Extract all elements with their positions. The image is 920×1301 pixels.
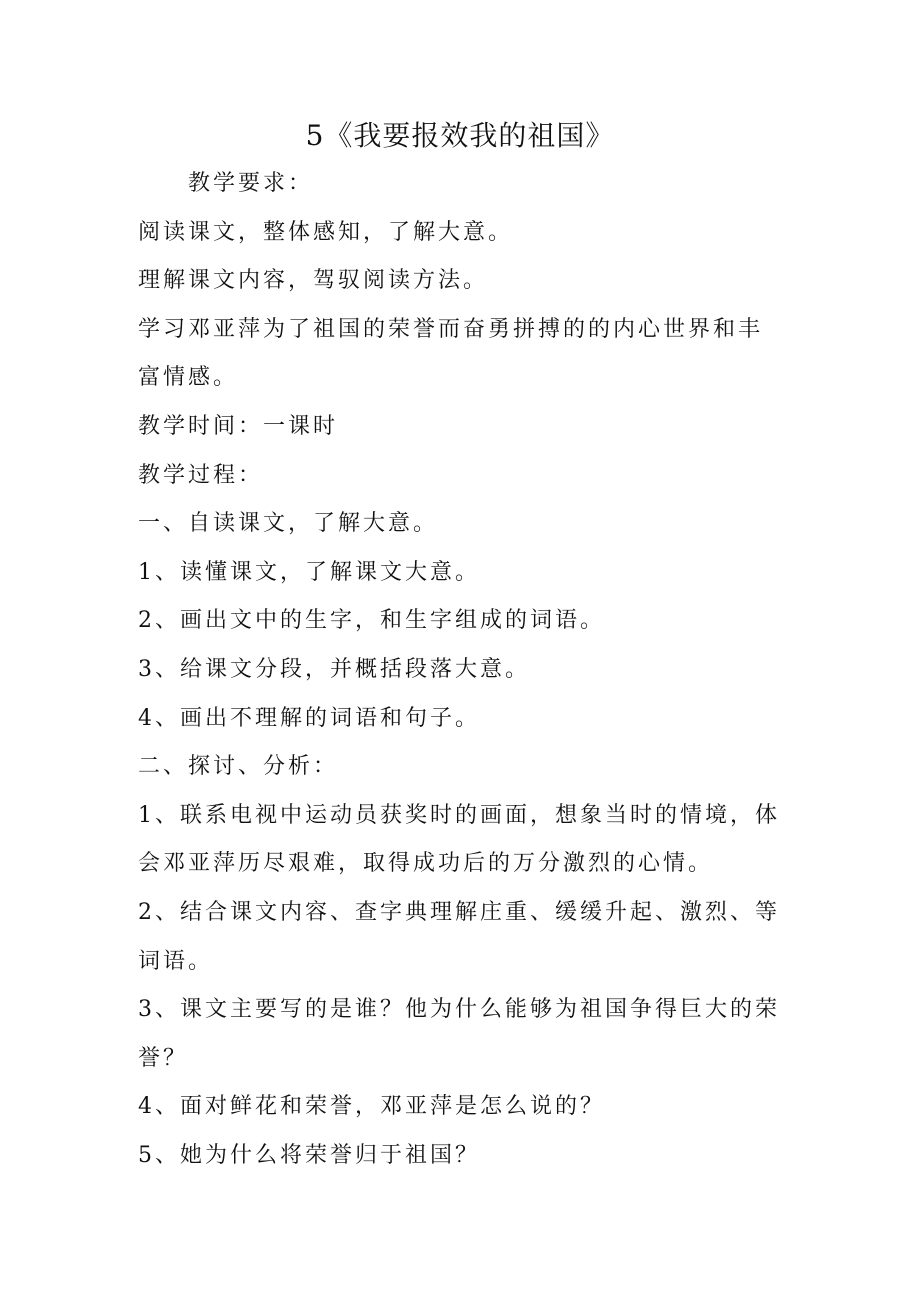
list-item: 1、联系电视中运动员获奖时的画面，想象当时的情境，体 — [138, 802, 780, 828]
list-item: 1、读懂课文，了解课文大意。 — [138, 559, 480, 585]
list-item: 4、面对鲜花和荣誉，邓亚萍是怎么说的？ — [138, 1094, 605, 1120]
list-item-continuation: 词语。 — [138, 948, 214, 974]
list-item: 5、她为什么将荣誉归于祖国？ — [138, 1142, 480, 1168]
paragraph-line: 阅读课文，整体感知，了解大意。 — [138, 219, 514, 245]
paragraph-line: 学习邓亚萍为了祖国的荣誉而奋勇拼搏的的内心世界和丰 — [138, 316, 764, 342]
paragraph-line: 理解课文内容，驾驭阅读方法。 — [138, 268, 489, 294]
list-item: 4、画出不理解的词语和句子。 — [138, 705, 480, 731]
list-item: 2、结合课文内容、查字典理解庄重、缓缓升起、激烈、等 — [138, 899, 780, 925]
list-item-continuation: 会邓亚萍历尽艰难，取得成功后的万分激烈的心情。 — [138, 851, 714, 877]
section-heading-requirements: 教学要求： — [188, 171, 314, 196]
step-heading-two: 二、探讨、分析： — [138, 754, 339, 780]
list-item: 3、给课文分段，并概括段落大意。 — [138, 656, 530, 682]
teaching-time-line: 教学时间：一课时 — [138, 413, 339, 439]
section-heading-process: 教学过程： — [138, 462, 264, 488]
paragraph-line: 富情感。 — [138, 365, 239, 391]
list-item-continuation: 誉？ — [138, 1045, 189, 1071]
list-item: 2、画出文中的生字，和生字组成的词语。 — [138, 608, 605, 634]
step-heading-one: 一、自读课文，了解大意。 — [138, 511, 439, 537]
document-body — [138, 160, 778, 1180]
list-item: 3、课文主要写的是谁？他为什么能够为祖国争得巨大的荣 — [138, 997, 780, 1023]
document-title: 5《我要报效我的祖国》 — [305, 119, 615, 152]
